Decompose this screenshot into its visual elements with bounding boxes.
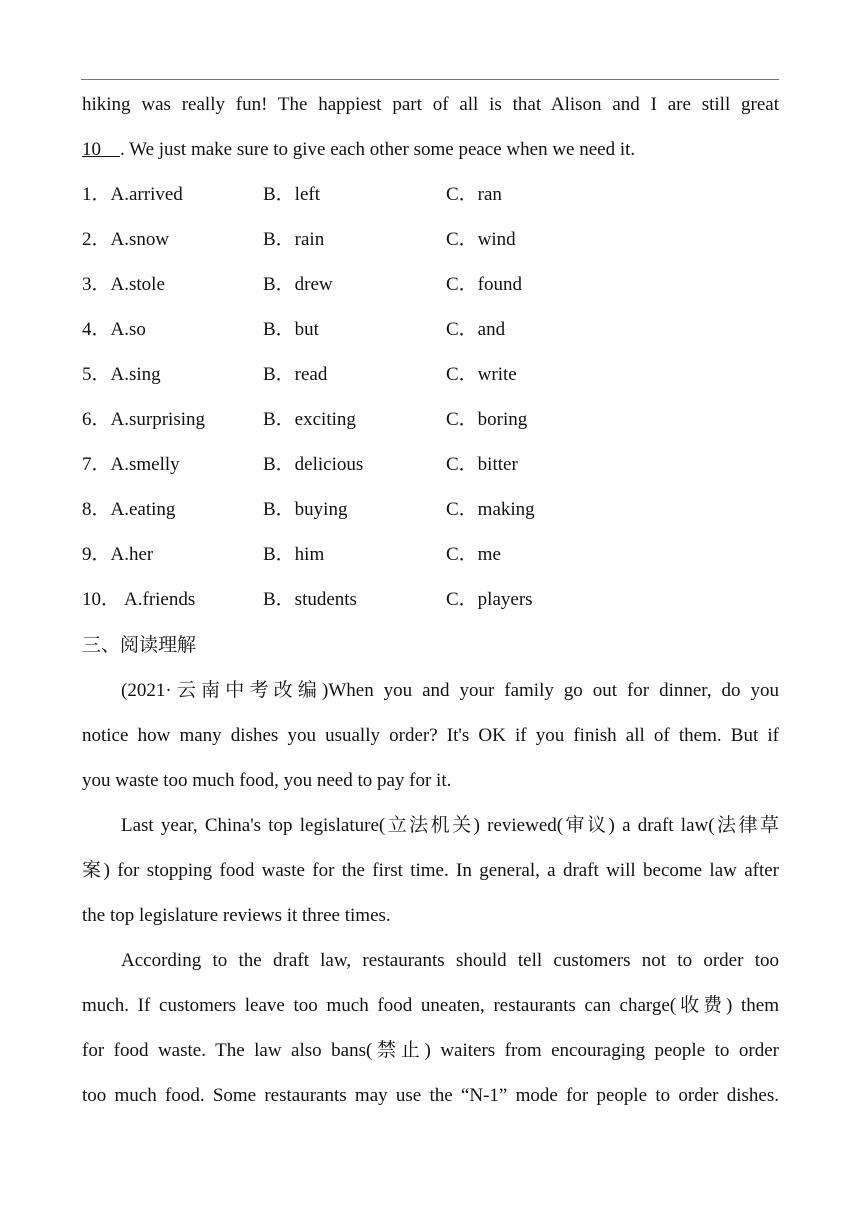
- passage-text: . We just make sure to give each other some peace when we need it.: [120, 139, 636, 160]
- question-option-a: [82, 588, 195, 612]
- reading-line: too much food. Some restaurants may use the “N-1” mode for people to order dishes.: [82, 1085, 779, 1106]
- question-option-c: C．players: [446, 589, 533, 610]
- option-a-text: A.her: [110, 544, 154, 565]
- question-number: 10．: [82, 589, 121, 610]
- question-option-c: C．bitter: [446, 454, 518, 475]
- reading-line: you waste too much food, you need to pay for it.: [82, 770, 452, 791]
- question-number: 6．: [82, 409, 111, 430]
- question-option-a: [82, 318, 146, 342]
- question-option-c: C．and: [446, 319, 506, 340]
- question-number: 2．: [82, 229, 111, 250]
- reading-line: 案) for stopping food waste for the first time. In general, a draft will become law after: [82, 860, 779, 881]
- question-number: 9．: [82, 544, 111, 565]
- question-option-c: C．making: [446, 499, 535, 520]
- reading-line: for food waste. The law also bans(禁止) waiters from encouraging people to order: [82, 1040, 779, 1061]
- question-option-b: B．him: [263, 544, 325, 565]
- reading-line: much. If customers leave too much food uneaten, restaurants can charge(收费) them: [82, 995, 779, 1016]
- section-title: 三、阅读理解: [82, 635, 197, 656]
- option-a-text: A.sing: [110, 364, 161, 385]
- question-option-b: B．exciting: [263, 409, 356, 430]
- option-a-text: A.arrived: [110, 184, 183, 205]
- option-a-text: A.friends: [124, 589, 196, 610]
- question-option-a: [82, 228, 169, 252]
- option-a-text: A.smelly: [110, 454, 180, 475]
- passage-line: hiking was really fun! The happiest part of all is that Alison and I are still great: [82, 94, 779, 115]
- question-option-b: B．rain: [263, 229, 325, 250]
- option-a-text: A.so: [110, 319, 146, 340]
- question-option-b: B．delicious: [263, 454, 364, 475]
- answer-blank: 10: [82, 139, 101, 160]
- question-option-c: C．me: [446, 544, 501, 565]
- question-number: 7．: [82, 454, 111, 475]
- question-option-c: C．boring: [446, 409, 528, 430]
- option-a-text: A.snow: [110, 229, 170, 250]
- header-rule: [81, 79, 779, 80]
- question-number: 3．: [82, 274, 111, 295]
- question-option-a: [82, 543, 153, 567]
- question-number: 4．: [82, 319, 111, 340]
- question-option-a: [82, 273, 165, 297]
- question-option-a: [82, 363, 161, 387]
- question-option-c: C．wind: [446, 229, 516, 250]
- question-option-a: [82, 498, 175, 522]
- question-option-b: B．buying: [263, 499, 348, 520]
- reading-line: notice how many dishes you usually order? It's OK if you finish all of them. But if: [82, 725, 779, 746]
- reading-line: the top legislature reviews it three times.: [82, 905, 391, 926]
- question-option-a: [82, 453, 180, 477]
- passage-line: [82, 138, 779, 162]
- question-option-c: C．ran: [446, 184, 502, 205]
- question-number: 1．: [82, 184, 111, 205]
- question-number: 8．: [82, 499, 111, 520]
- reading-line: (2021·云南中考改编)When you and your family go out for dinner, do you: [121, 680, 779, 701]
- question-option-b: B．left: [263, 184, 320, 205]
- question-option-b: B．read: [263, 364, 328, 385]
- question-option-b: B．drew: [263, 274, 333, 295]
- reading-line: Last year, China's top legislature(立法机关) reviewed(审议) a draft law(法律草: [121, 815, 779, 836]
- question-option-a: [82, 183, 183, 207]
- question-option-b: B．students: [263, 589, 357, 610]
- reading-line: According to the draft law, restaurants should tell customers not to order too: [121, 950, 779, 971]
- option-a-text: A.eating: [110, 499, 176, 520]
- option-a-text: A.surprising: [110, 409, 205, 430]
- question-number: 5．: [82, 364, 111, 385]
- question-option-b: B．but: [263, 319, 319, 340]
- question-option-c: C．write: [446, 364, 517, 385]
- option-a-text: A.stole: [110, 274, 165, 295]
- question-option-c: C．found: [446, 274, 523, 295]
- question-option-a: [82, 408, 205, 432]
